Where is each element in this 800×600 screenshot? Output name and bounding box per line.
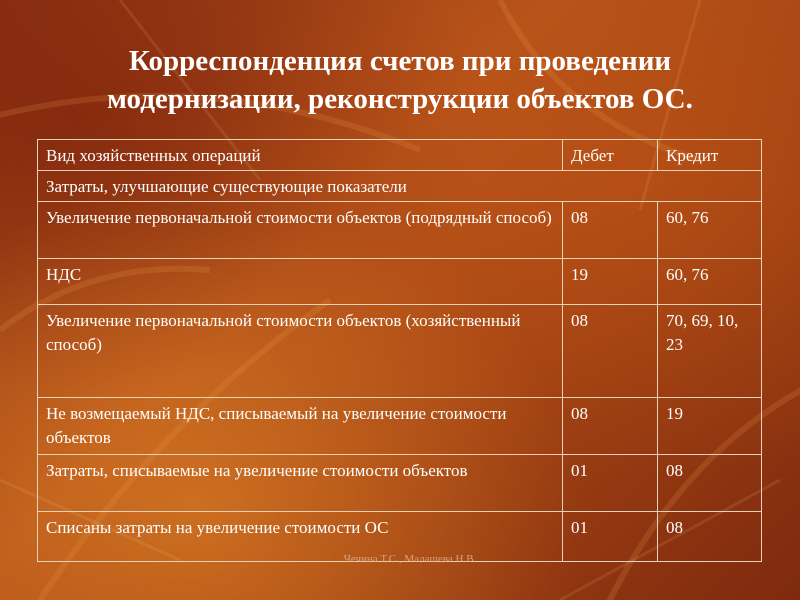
operation-cell: Списаны затраты на увеличение стоимости ОС <box>38 512 563 562</box>
table-row <box>38 455 762 512</box>
section-label: Затраты, улучшающие существующие показатели <box>38 171 762 202</box>
operation-cell: Затраты, списываемые на увеличение стоимости объектов <box>38 455 563 512</box>
table-row <box>38 259 762 305</box>
operation-cell: Увеличение первоначальной стоимости объектов (хозяйственный способ) <box>38 305 563 398</box>
footer-authors: Чечина Т.С., Малашева Н.В. <box>343 553 477 565</box>
debit-cell: 08 <box>563 305 658 398</box>
header-debit: Дебет <box>563 140 658 171</box>
credit-cell: 60, 76 <box>658 259 762 305</box>
credit-cell: 60, 76 <box>658 202 762 259</box>
accounts-table <box>37 139 762 562</box>
credit-cell: 19 <box>658 398 762 455</box>
header-credit: Кредит <box>658 140 762 171</box>
table-header-row <box>38 140 762 171</box>
debit-cell: 08 <box>563 398 658 455</box>
table-row <box>38 305 762 398</box>
debit-cell: 19 <box>563 259 658 305</box>
debit-cell: 01 <box>563 455 658 512</box>
table-section-row <box>38 171 762 202</box>
debit-cell: 08 <box>563 202 658 259</box>
debit-cell: 01 <box>563 512 658 562</box>
credit-cell: 08 <box>658 455 762 512</box>
table-row <box>38 202 762 259</box>
slide-title-line1: Корреспонденция счетов при проведении <box>128 45 672 77</box>
operation-cell: Не возмещаемый НДС, списываемый на увеличение стоимости объектов <box>38 398 563 455</box>
slide-title-line2: модернизации, реконструкции объектов ОС. <box>107 83 693 115</box>
credit-cell: 08 <box>658 512 762 562</box>
operation-cell: Увеличение первоначальной стоимости объектов (подрядный способ) <box>38 202 563 259</box>
table-row <box>38 398 762 455</box>
header-operation: Вид хозяйственных операций <box>38 140 563 171</box>
credit-cell: 70, 69, 10, 23 <box>658 305 762 398</box>
slide-title <box>0 42 800 118</box>
operation-cell: НДС <box>38 259 563 305</box>
